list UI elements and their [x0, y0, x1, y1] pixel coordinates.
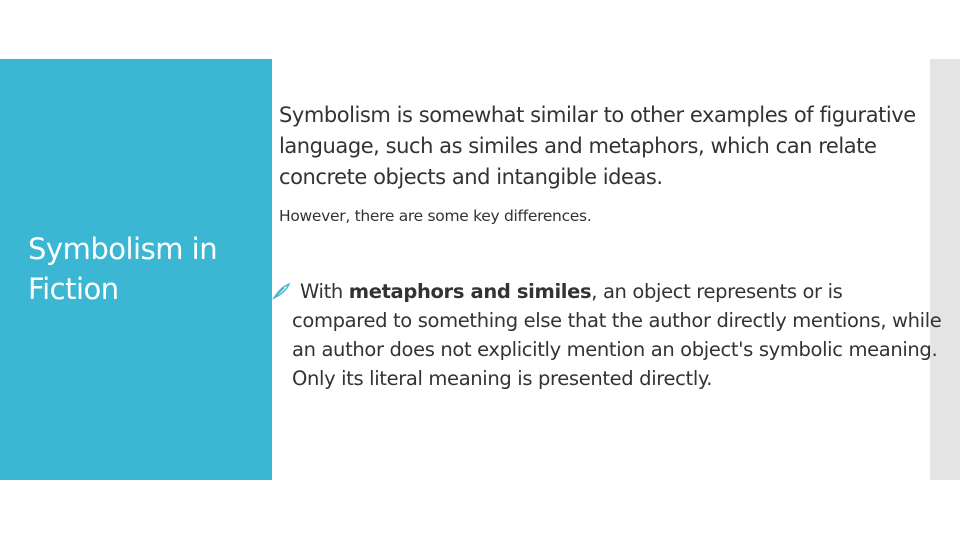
bullet-lead: With [300, 280, 349, 303]
side-strip [930, 59, 960, 480]
paragraph-differences: However, there are some key differences. [279, 207, 592, 225]
bullet-bold-term: metaphors and similes [348, 280, 592, 303]
bullet-point [292, 277, 942, 393]
paragraph-intro: Symbolism is somewhat similar to other examples of figurative language, such as similes and metaphors, which can relate concrete objects and intangible ideas. [279, 103, 916, 189]
slide-title: Symbolism in Fiction [28, 232, 218, 306]
bullet-rest: , an object represents or is compared to something else that the author directly mentions, while an author does not explicitly mention an object's symbolic meaning. Only its literal meaning is presented directly. [292, 280, 942, 390]
feather-bullet-icon [282, 279, 300, 297]
